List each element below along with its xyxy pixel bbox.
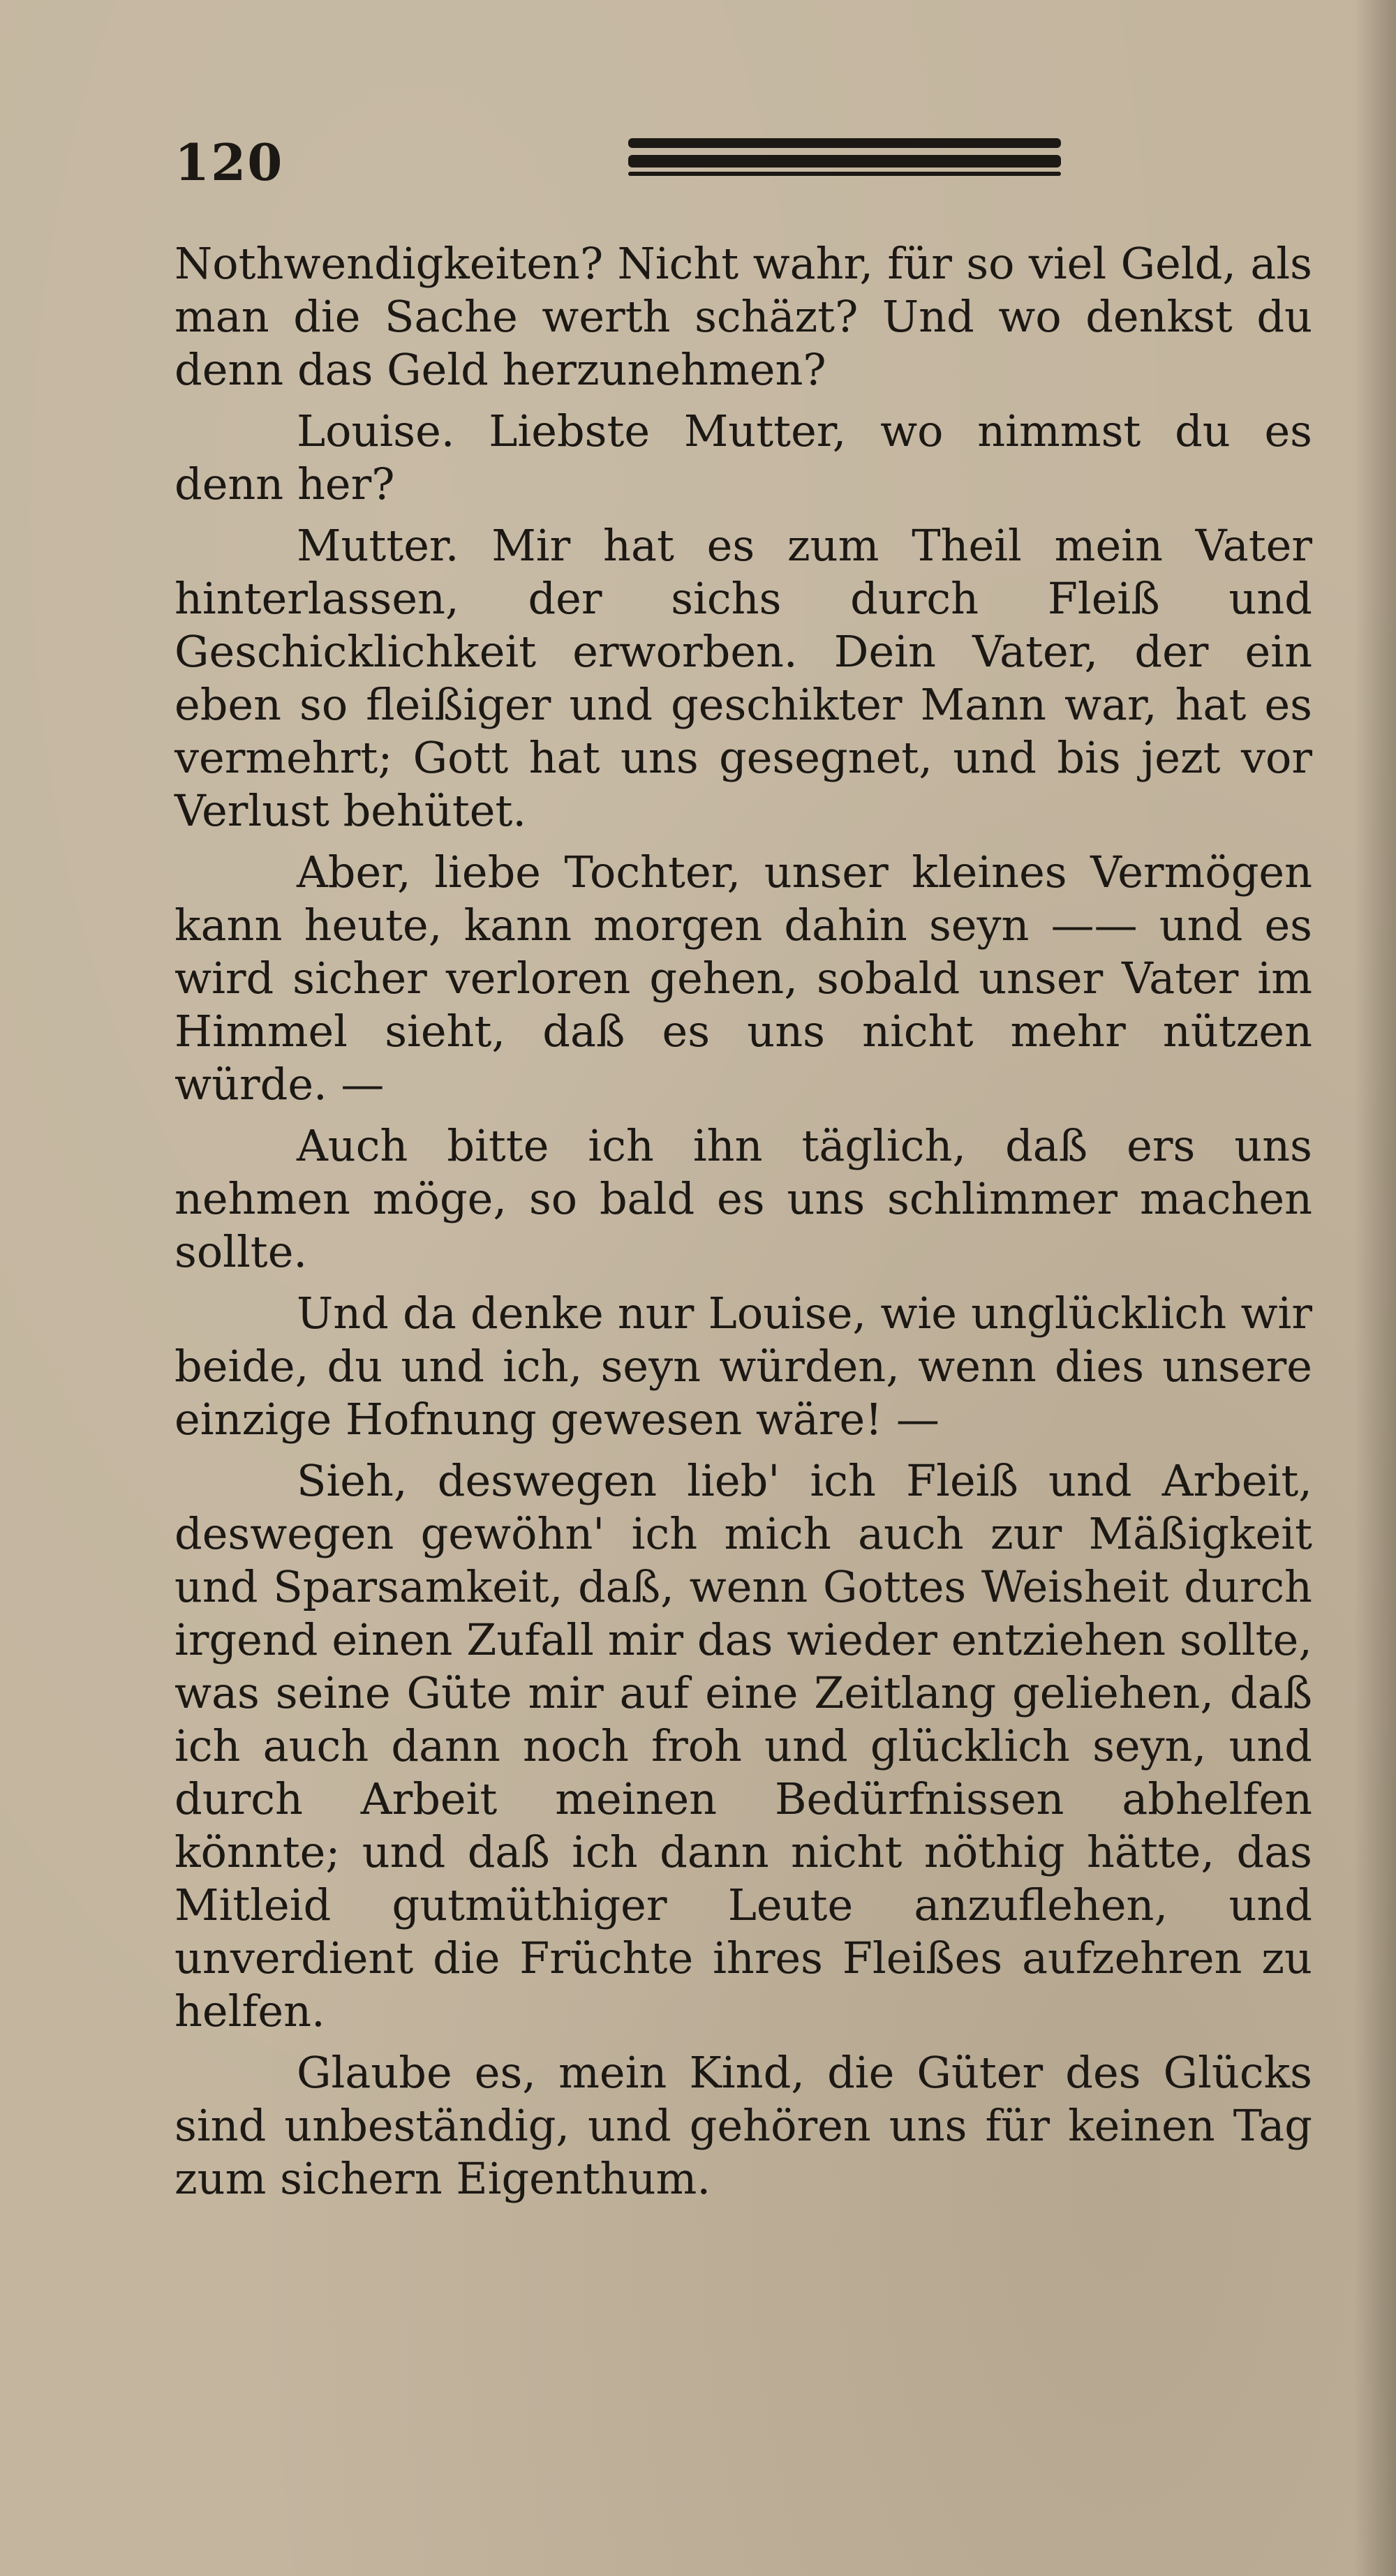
header-ornament-rule	[628, 138, 1061, 177]
paragraph-goods-of-fortune: Glaube es, mein Kind, die Güter des Glücks sind unbeständig, und gehören uns für keinen Tag zum sichern Eigenthum.	[174, 2047, 1312, 2204]
paragraph-mother-answer: Mutter. Mir hat es zum Theil mein Vater hinterlassen, der sichs durch Fleiß und Geschicklichkeit erworben. Dein Vater, der ein eben so fleißiger und geschikter Mann war, hat es vermehrt; Gott hat uns gesegnet, und bis jezt vor Verlust behütet.	[174, 520, 1312, 836]
page-edge-shadow	[1354, 0, 1396, 2576]
body-text	[174, 237, 1312, 2214]
paragraph-diligence: Sieh, deswegen lieb' ich Fleiß und Arbeit, deswegen gewöhn' ich mich auch zur Mäßigkeit und Sparsamkeit, daß, wenn Gottes Weisheit durch irgend einen Zufall mir das wieder entziehen sollte, was seine Güte mir auf eine Zeitlang geliehen, daß ich auch dann noch froh und glücklich seyn, und durch Arbeit meinen Bedürfnissen abhelfen könnte; und daß ich dann nicht nöthig hätte, das Mitleid gutmüthiger Leute anzuflehen, und unverdient die Früchte ihres Fleißes aufzehren zu helfen.	[174, 1455, 1312, 2037]
paragraph-prayer: Auch bitte ich ihn täglich, daß ers uns nehmen möge, so bald es uns schlimmer machen sollte.	[174, 1120, 1312, 1277]
paragraph-fortune: Aber, liebe Tochter, unser kleines Vermögen kann heute, kann morgen dahin seyn —— und es wird sicher verloren gehen, sobald unser Vater im Himmel sieht, daß es uns nicht mehr nützen würde. —	[174, 847, 1312, 1110]
paragraph-continuation: Nothwendigkeiten? Nicht wahr, für so viel Geld, als man die Sache werth schäzt? Und wo denkst du denn das Geld herzunehmen?	[174, 238, 1312, 395]
paragraph-louise-question: Louise. Liebste Mutter, wo nimmst du es denn her?	[174, 405, 1312, 509]
page-number: 120	[174, 133, 284, 192]
page-header	[174, 133, 1291, 195]
paragraph-hope: Und da denke nur Louise, wie unglücklich wir beide, du und ich, seyn würden, wenn dies unsere einzige Hofnung gewesen wäre! —	[174, 1288, 1312, 1445]
